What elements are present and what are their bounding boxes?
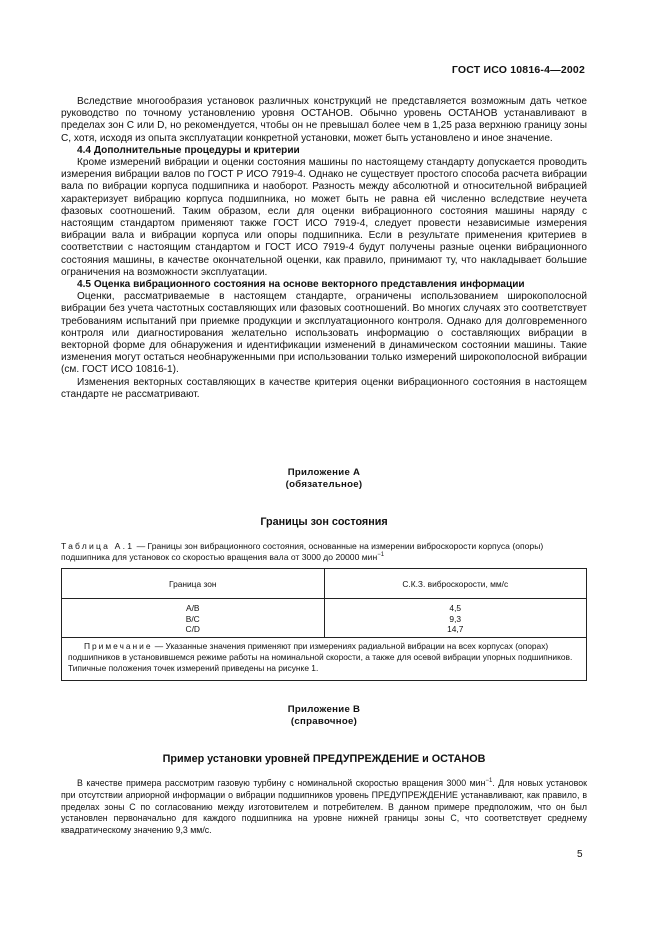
appendix-b-sup: −1 [485, 778, 493, 784]
appendix-b-paragraph [61, 778, 587, 837]
appendix-b-text-end: . Для новых установок при отсутствии априорной информации о вибрации подшипников уровень ПРЕДУПРЕЖДЕНИЕ устанавливают, как правило, в пределах зоны С по согласованию между изготовителем и потребителем. В данном примере предположим, что он был установлен первоначально для каждого подшипника на уровне нижней границы зоны С, что соответствует среднему квадратическому значению 9,3 мм/с. [61, 778, 587, 836]
appendix-a-title: Границы зон состояния [260, 516, 388, 528]
table-caption-prefix: Таблица А.1 [61, 541, 135, 551]
document-header-id: ГОСТ ИСО 10816-4—2002 [451, 64, 585, 76]
zone-value: C/D [185, 624, 200, 634]
appendix-a-status: (обязательное) [285, 479, 363, 490]
column-header-zone: Граница зон [62, 569, 325, 599]
appendix-b-text-start: В качестве примера рассмотрим газовую турбину с номинальной скоростью вращения 3000 мин [77, 778, 486, 788]
zone-boundaries-table [61, 568, 587, 681]
section-4-4-paragraph: Кроме измерений вибрации и оценки состояния машины по настоящему стандарту допускается проводить измерения вибрации валов по ГОСТ Р ИСО 7919-4. Однако не существует простого способа расчета вибрации вала по вибрации корпуса подшипника и наоборот. Разность между абсолютной и относительной вибрацией характеризует вибрацию корпуса подшипника, но может быть не равна ей численно вследствие неучета фазовых соотношений. Таким образом, если для оценки вибрационного состояния машины наряду с настоящим стандартом применяют также ГОСТ ИСО 7919-4, следует провести независимые измерения вибрации вала и вибрации корпуса или опоры подшипника. Если в результате применения критериев в соответствии с настоящим стандартом и ГОСТ ИСО 7919-4 будут получены разные оценки вибрационного состояния машины, в качестве окончательной оценки, как правило, принимают ту, что накладывает большие ограничения на возможности эксплуатации. [61, 157, 587, 278]
velocity-value: 14,7 [447, 624, 464, 634]
zone-value: A/B [186, 603, 200, 613]
section-4-5-paragraph-2: Изменения векторных составляющих в качестве критерия оценки вибрационного состояния в настоящем стандарте не рассматривают. [61, 376, 587, 400]
column-header-velocity: С.К.З. виброскорости, мм/с [324, 569, 587, 599]
appendix-b-body [61, 778, 587, 837]
main-text-block [61, 96, 587, 401]
velocity-value: 9,3 [449, 613, 462, 624]
appendix-b-header [61, 704, 587, 728]
table-note-row [62, 637, 587, 680]
zone-column-cell [62, 599, 325, 638]
table-caption-text: — Границы зон вибрационного состояния, основанные на измерении виброскорости корпуса (опоры) подшипника для установок со скоростью вращения вала от 3000 до 20000 мин [61, 541, 544, 562]
table-header-row [62, 569, 587, 599]
velocity-column-cell [324, 599, 587, 638]
page-number: 5 [577, 849, 583, 860]
appendix-a-header [61, 467, 587, 491]
table-caption-sup: −1 [377, 552, 385, 558]
table-caption [61, 541, 591, 563]
section-4-5-heading: 4.5 Оценка вибрационного состояния на основе векторного представления информации [77, 279, 525, 291]
table-data-row [62, 599, 587, 638]
appendix-b-title: Пример установки уровней ПРЕДУПРЕЖДЕНИЕ и ОСТАНОВ [162, 753, 486, 765]
note-text: — Указанные значения применяют при измерениях радиальной вибрации на всех корпусах (опорах) подшипников в установившемся режиме работы на номинальной скорости, а также для осевой вибрации упорных подшипников. Типичные положения точек измерений приведены на рисунке 1. [68, 640, 573, 673]
appendix-a-label: Приложение А [287, 467, 361, 478]
velocity-value: 4,5 [449, 603, 462, 613]
section-4-4-heading: 4.4 Дополнительные процедуры и критерии [77, 144, 300, 156]
appendix-b-label: Приложение В [287, 704, 361, 715]
table-note [62, 637, 587, 680]
note-label: Примечание [84, 640, 153, 651]
intro-paragraph: Вследствие многообразия установок различных конструкций не представляется возможным дать четкое руководство по точному установлению уровня ОСТАНОВ. Обычно уровень ОСТАНОВ устанавливают в пределах зон С или D, но рекомендуется, чтобы он не превышал более чем в 1,25 раза верхнюю границу зоны С, хотя, исходя из опыта эксплуатации конкретной установки, может быть установлено и иное значение. [61, 96, 587, 144]
appendix-b-status: (справочное) [290, 716, 358, 727]
section-4-5-paragraph-1: Оценки, рассматриваемые в настоящем стандарте, ограничены использованием широкополосной вибрации без учета частотных составляющих или фазовых соотношений. Во многих случаях это соответствует требованиям испытаний при приемке продукции и эксплуатационного контроля. Однако для долговременного контроля или диагностирования желательно использовать информацию о составляющих вибрации в векторной форме для обнаружения и идентификации изменений в динамическом состоянии машины. Такие изменения могут остаться необнаруженными при использовании только измерений широкополосной вибрации (см. ГОСТ ИСО 10816-1). [61, 291, 587, 376]
zone-value: B/C [185, 613, 200, 624]
